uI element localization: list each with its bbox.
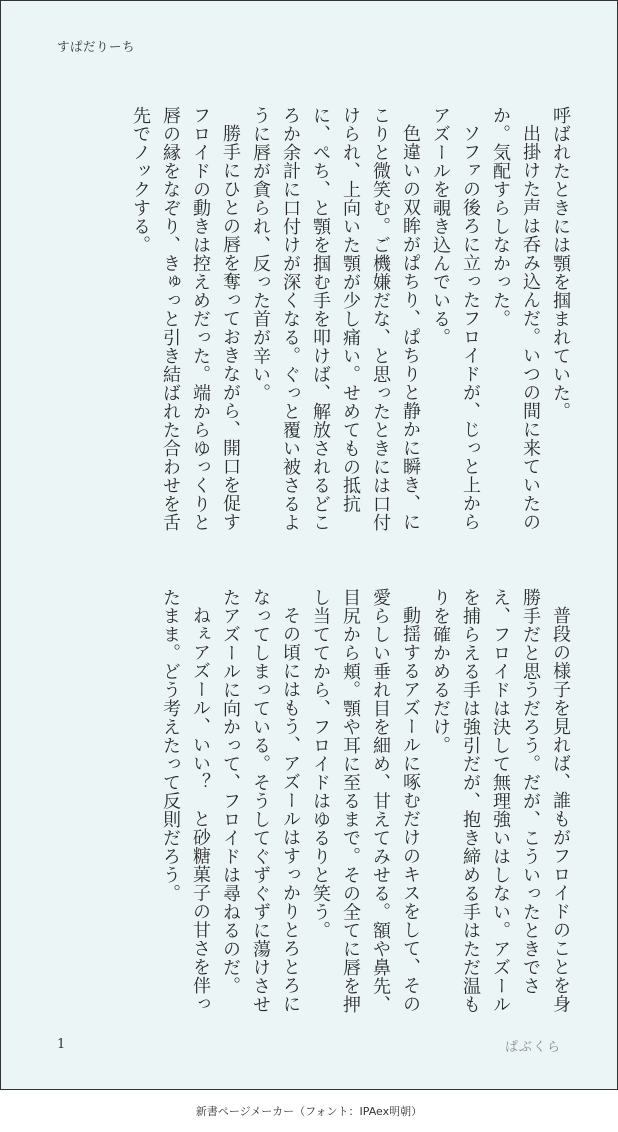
paragraph: その頃にはもう、アズールはすっかりとろとろになってしまっている。そうしてぐずぐずに蕩けさせたアズールに向かって、フロイドは尋ねるのだ。: [220, 588, 301, 1014]
author-name: ぱぶくら: [504, 1040, 561, 1055]
paragraph: 色違いの双眸がぱちり、ぱちりと静かに瞬き、にこりと微笑む。ご機嫌だな、と思ったときには口付けられ、上向いた顎が少し痛い。せめてもの抵抗に、ぺち、と顎を掴む手を叩けば、解放されるどころか余計に口付けが深くなる。ぐっと覆い被さるように唇が貪られ、反った首が辛い。: [250, 106, 421, 532]
paragraph: ソファの後ろに立ったフロイドが、じっと上からアズールを覗き込んでいる。: [430, 106, 481, 531]
paragraph: 動揺するアズールに啄むだけのキスをして、その愛らしい垂れ目を細め、甘えてみせる。額や鼻先、目尻から頬。顎や耳に至るまで。その全てに唇を押し当ててから、フロイドはゆるりと笑う。: [310, 588, 421, 1014]
page-number: 1: [57, 1037, 66, 1052]
paragraph: 普段の様子を見れば、誰もがフロイドのことを身勝手だと思うだろう。だが、こういったときでさえ、フロイドは決して無理強いはしない。アズールを捕らえる手は強引だが、抱き締める手はただ温もりを確かめるだけ。: [430, 588, 571, 1014]
running-header-title: すぱだりーち: [57, 39, 136, 54]
paragraph: 出掛けた声は呑み込んだ。いつの間に来ていたのか。気配すらしなかった。: [490, 106, 541, 531]
text-block-upper: [50, 106, 575, 536]
paragraph: 勝手にひとの唇を奪っておきながら、開口を促すフロイドの動きは控えめだった。端からゆっくりと唇の縁をなぞり、きゅっと引き結ばれた合わせを舌先でノックする。: [130, 106, 241, 532]
text-block-lower: [50, 588, 575, 1018]
generator-caption: 新書ページメーカー（フォント：IPAex明朝）: [195, 1105, 423, 1118]
paragraph: ねぇアズール、いい？ と砂糖菓子の甘さを伴ったまま。どう考えたって反則だろう。: [160, 588, 211, 1013]
paragraph: 呼ばれたときには顎を掴まれていた。: [550, 106, 571, 421]
